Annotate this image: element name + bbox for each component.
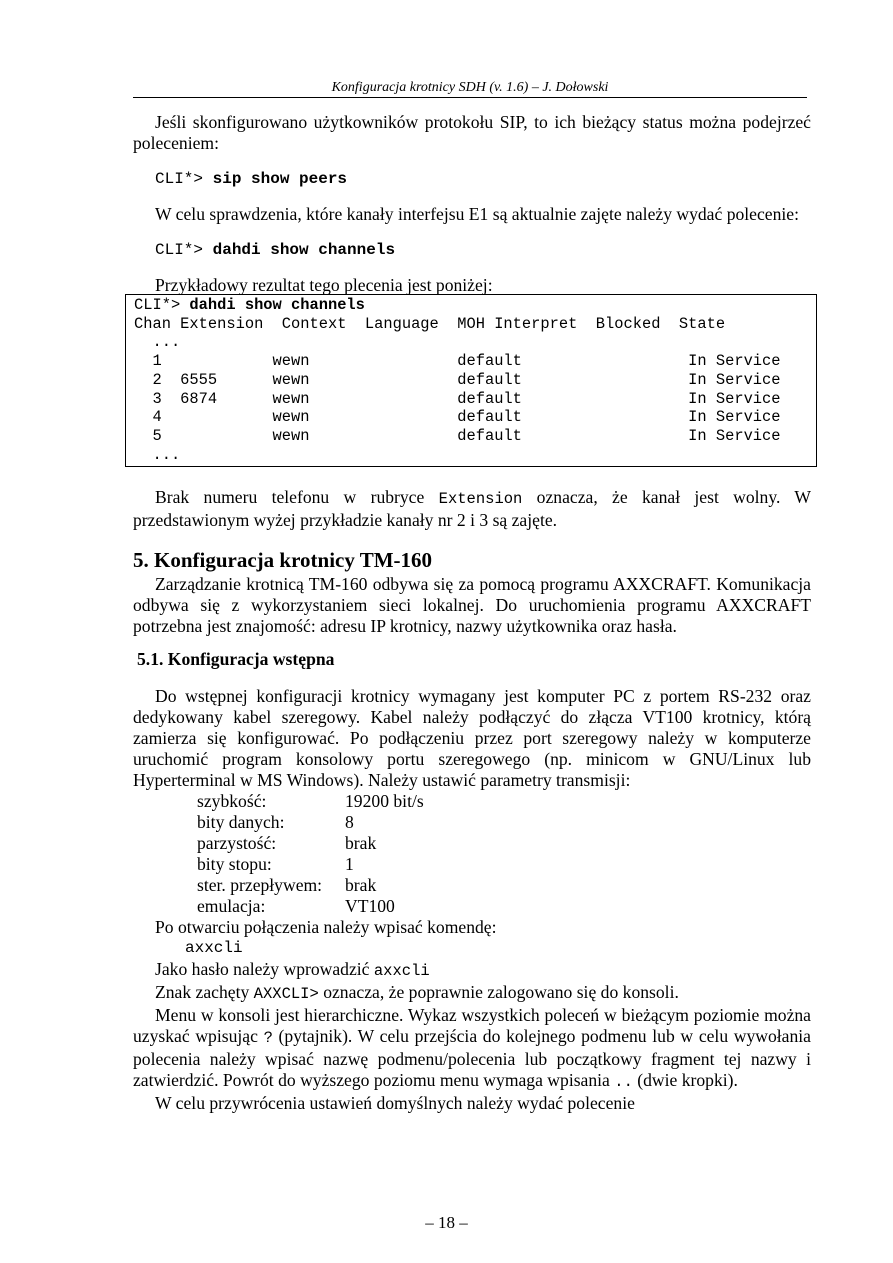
param-name: szybkość: [197, 791, 267, 812]
page-body [133, 112, 811, 1114]
param-name: parzystość: [197, 833, 277, 854]
param-value: 1 [345, 854, 354, 875]
prompt-code: AXXCLI> [253, 985, 319, 1004]
terminal-prompt: CLI*> [134, 296, 190, 314]
sip-command-line [155, 168, 811, 190]
password-code: axxcli [373, 962, 430, 981]
dahdi-command-line [155, 239, 811, 261]
section-5-1-heading: 5.1. Konfiguracja wstępna [137, 649, 335, 670]
param-name: bity danych: [197, 812, 285, 833]
param-value: 8 [345, 812, 354, 833]
password-text: Jako hasło należy wprowadzić [155, 959, 374, 980]
terminal-row: 4 wewn default In Service [134, 408, 781, 427]
dahdi-paragraph: W celu sprawdzenia, które kanały interfejsu E1 są aktualnie zajęte należy wydać polecenie: [155, 204, 799, 224]
extension-note-text: oznacza, że kanał jest wolny. W przedstawionym wyżej przykładzie kanały nr 2 i 3 są zajęte. [133, 487, 812, 531]
cli-prompt: CLI*> [155, 170, 213, 188]
extension-note-text: Brak numeru telefonu w rubryce [155, 487, 439, 508]
example-intro: Przykładowy rezultat tego plecenia jest poniżej: [155, 275, 493, 295]
password-line [155, 959, 811, 982]
cli-prompt: CLI*> [155, 241, 213, 259]
param-value: brak [345, 833, 377, 854]
terminal-command-line [134, 296, 810, 315]
menu-paragraph [133, 1005, 811, 1093]
section-5-1-paragraph: Do wstępnej konfiguracji krotnicy wymagany jest komputer PC z portem RS-232 oraz dedykowany kabel szeregowy. Kabel należy podłączyć do złącza VT100 krotnicy, którą zamierza się konfigurować. Po podłączeniu przez port szeregowy należy w komputerze uruchomić program konsolowy portu szeregowego (np. minicom w GNU/Linux lub Hyperterminal w MS Windows). Należy ustawić parametry transmisji: [133, 686, 811, 791]
axxcli-command: axxcli [185, 939, 243, 958]
prompt-text: Znak zachęty [155, 982, 254, 1003]
terminal-ellipsis-bottom: ... [134, 445, 181, 464]
sip-paragraph: Jeśli skonfigurowano użytkowników protokołu SIP, to ich bieżący status można podejrzeć poleceniem: [133, 112, 811, 153]
terminal-row: 3 6874 wewn default In Service [134, 389, 781, 408]
terminal-row: 5 wewn default In Service [134, 426, 781, 445]
dahdi-command: dahdi show channels [212, 241, 396, 259]
prompt-text: oznacza, że poprawnie zalogowano się do konsoli. [318, 982, 679, 1003]
terminal-command: dahdi show channels [189, 296, 365, 314]
param-name: bity stopu: [197, 854, 272, 875]
menu-text: (pytajnik). W celu przejścia do kolejnego podmenu lub w celu wywołania polecenia należy wpisać nazwę podmenu/polecenia lub początkowy fragment tej nazwy i zatwierdzić. Powrót do wyższego poziomu menu wymaga wpisania [133, 1026, 811, 1091]
extension-code: Extension [438, 490, 523, 509]
extension-note [133, 487, 811, 531]
menu-code: ? [263, 1029, 273, 1048]
terminal-ellipsis-top: ... [134, 333, 181, 352]
page-number: – 18 – [425, 1213, 468, 1232]
param-value: VT100 [345, 896, 395, 917]
section-5-heading: 5. Konfiguracja krotnicy TM-160 [133, 548, 433, 573]
param-value: brak [345, 875, 377, 896]
param-name: ster. przepływem: [197, 875, 323, 896]
terminal-output-box [125, 294, 817, 467]
header-rule [133, 97, 807, 98]
param-name: emulacja: [197, 896, 266, 917]
transmission-params [197, 791, 811, 917]
restore-line: W celu przywrócenia ustawień domyślnych należy wydać polecenie [155, 1093, 635, 1114]
terminal-row: 1 wewn default In Service [134, 352, 781, 371]
section-5-paragraph: Zarządzanie krotnicą TM-160 odbywa się za pomocą programu AXXCRAFT. Komunikacja odbywa się z wykorzystaniem sieci lokalnej. Do uruchomienia programu AXXCRAFT potrzebna jest znajomość: adresu IP krotnicy, nazwy użytkownika oraz hasła. [133, 574, 811, 637]
running-header: Konfiguracja krotnicy SDH (v. 1.6) – J. Dołowski [331, 80, 609, 95]
param-value: 19200 bit/s [345, 791, 424, 812]
terminal-table-header: Chan Extension Context Language MOH Interpret Blocked State [134, 314, 726, 333]
menu-text: (dwie kropki). [632, 1070, 738, 1091]
after-connect-text: Po otwarciu połączenia należy wpisać komendę: [155, 917, 497, 938]
sip-command: sip show peers [212, 170, 348, 188]
menu-code: .. [614, 1073, 633, 1092]
terminal-row: 2 6555 wewn default In Service [134, 370, 781, 389]
prompt-line [155, 982, 811, 1005]
menu-text: Menu w konsoli jest hierarchiczne. Wykaz wszystkich poleceń w bieżącym poziomie można uzyskać wpisując [133, 1005, 811, 1047]
